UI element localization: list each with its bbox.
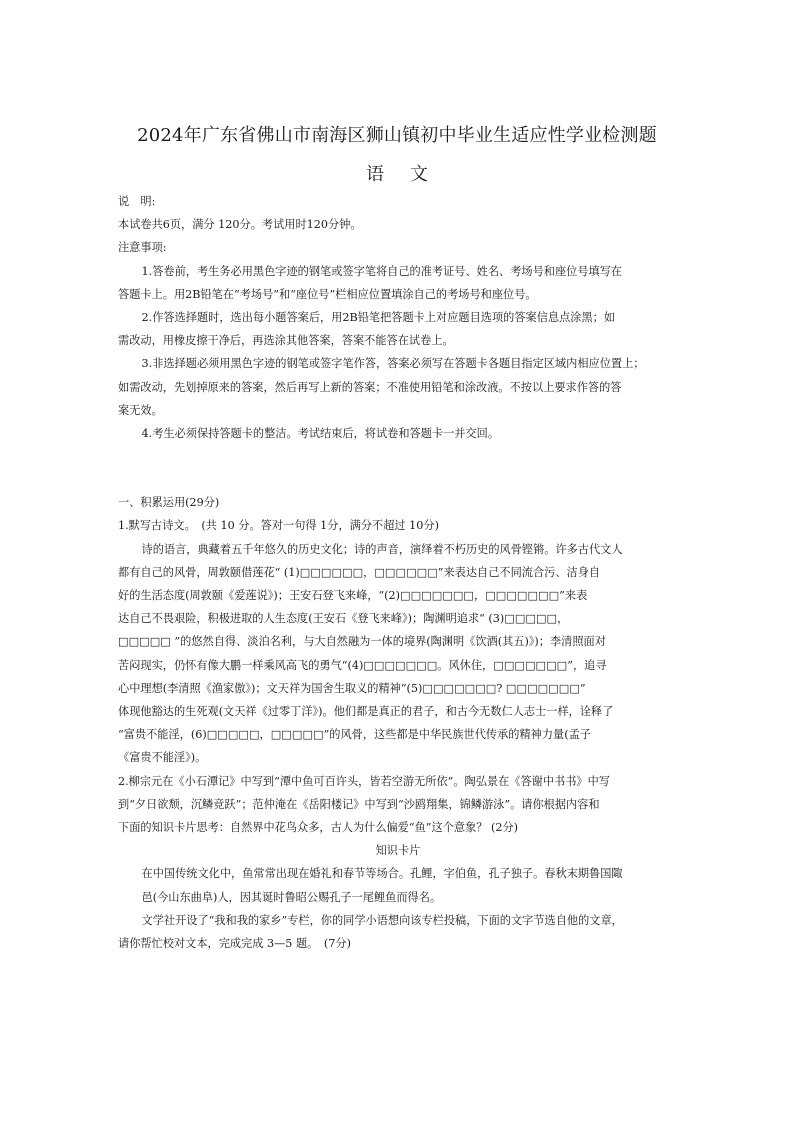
q1-line: 达自己不畏艰险，积极进取的人生态度(王安石《登飞来峰》)；陶渊明追求“ (3)□□□□□， [118,612,569,626]
q1-line: 诗的语言，典藏着五千年悠久的历史文化；诗的声音，演绎着不朽历史的风骨铿锵。许多古代文人 [141,542,623,556]
notes-label: 注意事项: [118,241,167,255]
q1-line: “富贵不能淫，(6)□□□□□，□□□□□”的风骨，这些都是中华民族世代传承的精神力量(孟子 [118,728,591,742]
q3-line: 请你帮忙校对文本，完成完成 3—5 题。 (7分) [118,937,351,951]
intro-line: 本试卷共6页，满分 120分。考试用时120分钟。 [118,218,362,232]
q1-line: □□□□□ ”的悠然自得、淡泊名利，与大自然融为一体的境界(陶渊明《饮酒(其五)》)；李清照面对 [118,635,606,649]
note-2-line-2: 需改动，用橡皮擦干净后，再选涂其他答案，答案不能答在试卷上。 [118,334,454,348]
q2-line: 下面的知识卡片思考：自然界中花鸟众多，古人为什么偏爱“鱼”这个意象？ (2分) [118,821,519,835]
knowledge-card-title: 知识卡片 [375,844,421,858]
spacer [118,445,678,468]
exam-title: 2024年广东省佛山市南海区狮山镇初中毕业生适应性学业检测题 [137,125,657,146]
exam-body [118,190,678,955]
spacer [118,468,678,491]
exam-subject: 语文 [366,164,454,185]
q2-line: 到“夕日欲颓，沉鳞竞跃”；范仲淹在《岳阳楼记》中写到“沙鸥翔集，锦鳞游泳”。请你根据内容和 [118,797,600,811]
note-4: 4.考生必须保持答题卡的整洁。考试结束后，将试卷和答题卡一并交回。 [141,427,500,441]
intro-label: 说 明: [118,195,156,208]
section-heading: 一、积累运用(29分) [118,496,220,510]
q2-line: 2.柳宗元在《小石潭记》中写到“潭中鱼可百许头，皆若空游无所依”。陶弘景在《答谢中书书》中写 [118,774,610,788]
q3-line: 文学社开设了“我和我的家乡”专栏，你的同学小语想向该专栏投稿，下面的文字节选自他的文章， [141,913,623,927]
knowledge-card-line: 在中国传统文化中，鱼常常出现在婚礼和春节等场合。孔鲤，字伯鱼，孔子独子。春秋末期鲁国陬 [141,867,623,881]
note-1-line-1: 1.答卷前，考生务必用黑色字迹的钢笔或签字笔将自己的准考证号、姓名、考场号和座位号填写在 [141,264,623,278]
note-3-line-2: 如需改动，先划掉原来的答案，然后再写上新的答案；不准使用铅笔和涂改液。不按以上要求作答的答 [118,380,622,394]
q1-stem: 1.默写古诗文。 (共 10 分。答对一句得 1分，满分不超过 10分) [118,519,439,533]
note-2-line-1: 2.作答选择题时，选出每小题答案后，用2B铅笔把答题卡上对应题目选项的答案信息点涂黑；如 [141,311,616,325]
knowledge-card-line: 邑(今山东曲阜)人，因其诞时鲁昭公赐孔子一尾鲤鱼而得名。 [141,890,442,904]
note-3-line-3: 案无效。 [118,403,163,417]
q1-line: 体现他豁达的生死观(文天祥《过零丁洋》)。他们都是真正的君子，和古今无数仁人志士一样，诠释了 [118,705,614,719]
q1-line: 心中理想(李清照《渔家傲》)；文天祥为国舍生取义的精神“(5)□□□□□□□? □□□□□□□” [118,681,586,695]
q1-line: 《富贵不能淫》)。 [118,751,207,765]
note-1-line-2: 答题卡上。用2B铅笔在“考场号”和“座位号”栏相应位置填涂自己的考场号和座位号。 [118,287,537,301]
q1-line: 苦闷现实，仍怀有像大鹏一样乘风高飞的勇气“(4)□□□□□□□。风休住，□□□□□□□”，追寻 [118,658,607,672]
q1-line: 都有自己的风骨，周敦颐借莲花“ (1)□□□□□□，□□□□□□”来表达自己不同流合污、洁身自 [118,565,601,579]
q1-line: 好的生活态度(周敦颐《爱莲说》)；王安石登飞来峰，“(2)□□□□□□□，□□□□□□□”来表 [118,589,588,603]
note-3-line-1: 3.非选择题必须用黑色字迹的钢笔或签字笔作答，答案必须写在答题卡各题目指定区域内相应位置上； [141,357,645,371]
